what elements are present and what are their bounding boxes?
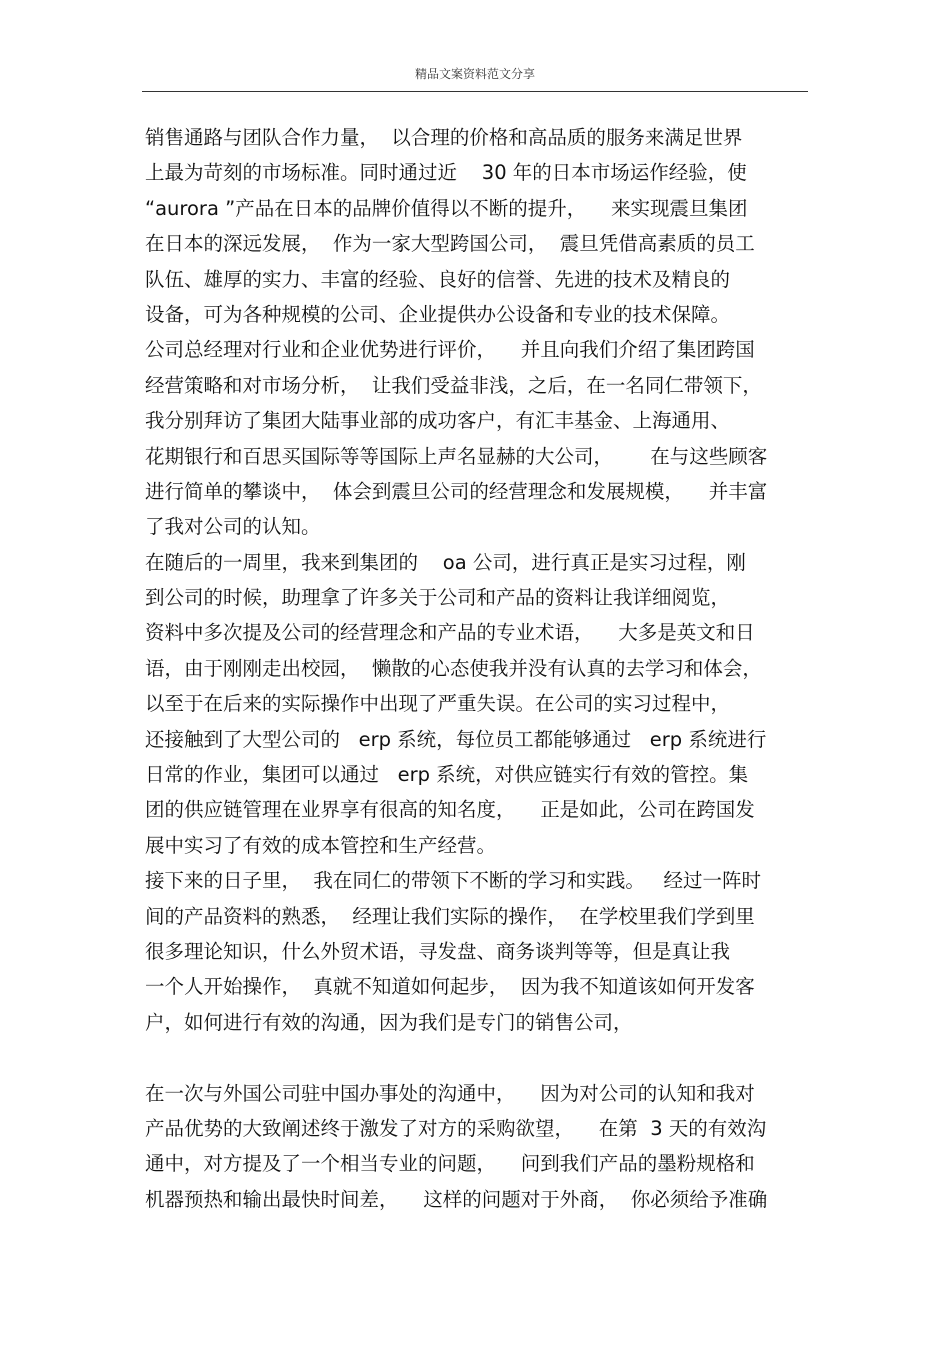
text-line: 上最为苛刻的市场标准。同时通过近 30 年的日本市场运作经验，使 <box>145 161 747 185</box>
text-line: 接下来的日子里， 我在同仁的带领下不断的学习和实践。 经过一阵时 <box>145 869 761 893</box>
text-line: 机器预热和输出最快时间差， 这样的问题对于外商， 你必须给予准确 <box>145 1187 768 1211</box>
text-line: 还接触到了大型公司的 erp 系统，每位员工都能够通过 erp 系统进行 <box>145 727 767 751</box>
text-line: 在随后的一周里，我来到集团的 oa 公司，进行真正是实习过程，刚 <box>145 550 746 574</box>
text-line: 公司总经理对行业和企业优势进行评价， 并且向我们介绍了集团跨国 <box>145 338 755 362</box>
text-line: 销售通路与团队合作力量， 以合理的价格和高品质的服务来满足世界 <box>145 126 743 149</box>
text-line: 资料中多次提及公司的经营理念和产品的专业术语， 大多是英文和日 <box>145 621 755 645</box>
text-line: 在一次与外国公司驻中国办事处的沟通中， 因为对公司的认知和我对 <box>145 1081 755 1105</box>
text-line: 我分别拜访了集团大陆事业部的成功客户，有汇丰基金、上海通用、 <box>145 409 731 433</box>
text-line: 以至于在后来的实际操作中出现了严重失误。在公司的实习过程中， <box>145 692 731 716</box>
text-line: 户，如何进行有效的沟通，因为我们是专门的销售公司， <box>145 1010 633 1034</box>
text-line: 展中实习了有效的成本管控和生产经营。 <box>145 833 497 857</box>
text-line: 间的产品资料的熟悉， 经理让我们实际的操作， 在学校里我们学到里 <box>145 904 755 928</box>
text-line: 花期银行和百思买国际等等国际上声名显赫的大公司， 在与这些顾客 <box>145 444 768 468</box>
blank-line <box>145 1040 810 1075</box>
text-line: 设备，可为各种规模的公司、企业提供办公设备和专业的技术保障。 <box>145 302 731 326</box>
text-line: 产品优势的大致阐述终于激发了对方的采购欲望， 在第 3 天的有效沟 <box>145 1116 767 1140</box>
page-header-title: 精品文案资料范文分享 <box>414 67 535 81</box>
text-line: 团的供应链管理在业界享有很高的知名度， 正是如此，公司在跨国发 <box>145 798 755 822</box>
text-line: “aurora ”产品在日本的品牌价值得以不断的提升， 来实现震旦集团 <box>145 196 748 220</box>
text-line: 队伍、雄厚的实力、丰富的经验、良好的信誉、先进的技术及精良的 <box>145 267 731 291</box>
text-line: 经营策略和对市场分析， 让我们受益非浅，之后，在一名同仁带领下， <box>145 373 762 397</box>
text-line: 日常的作业，集团可以通过 erp 系统，对供应链实行有效的管控。集 <box>145 763 749 787</box>
text-line: 到公司的时候，助理拿了许多关于公司和产品的资料让我详细阅览， <box>145 586 731 610</box>
text-line: 进行简单的攀谈中， 体会到震旦公司的经营理念和发展规模， 并丰富 <box>145 479 768 503</box>
document-body <box>145 120 810 1217</box>
text-line: 通中，对方提及了一个相当专业的问题， 问到我们产品的墨粉规格和 <box>145 1152 755 1176</box>
text-line: 在日本的深远发展， 作为一家大型跨国公司， 震旦凭借高素质的员工 <box>145 232 755 256</box>
header-divider <box>142 91 808 92</box>
text-line: 很多理论知识，什么外贸术语，寻发盘、商务谈判等等，但是真让我 <box>145 939 731 963</box>
text-line: 一个人开始操作， 真就不知道如何起步， 因为我不知道该如何开发客 <box>145 975 755 999</box>
text-line: 了我对公司的认知。 <box>145 515 321 539</box>
text-line: 语，由于刚刚走出校园， 懒散的心态使我并没有认真的去学习和体会， <box>145 656 762 680</box>
